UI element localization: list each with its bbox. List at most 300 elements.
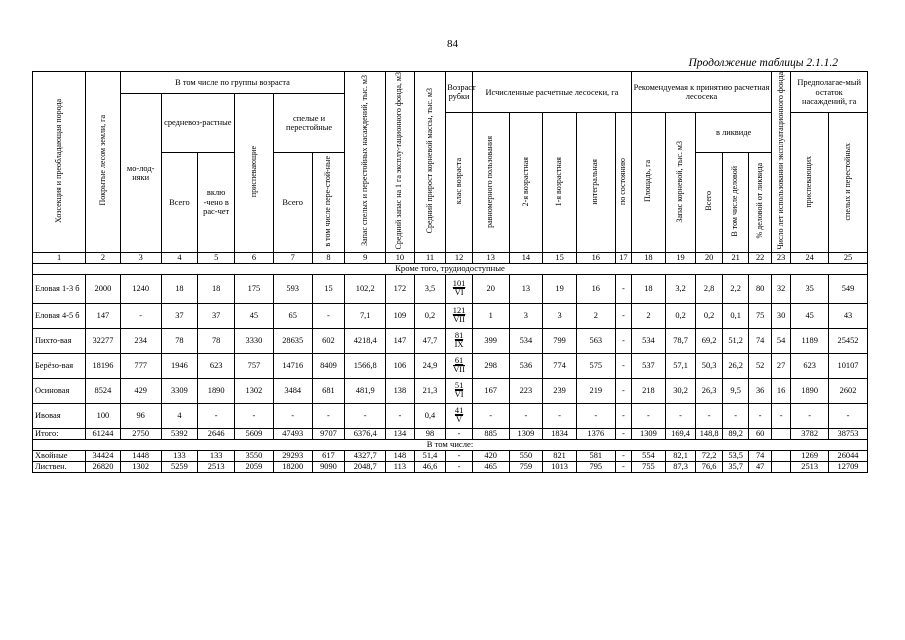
table-cell: - — [543, 403, 577, 428]
column-number: 14 — [509, 252, 543, 263]
table-cell: 14716 — [273, 353, 312, 378]
table-cell: 218 — [632, 378, 666, 403]
column-number: 21 — [722, 252, 749, 263]
table-cell: 51,4 — [414, 450, 446, 461]
table-cell: 172 — [386, 274, 415, 303]
table-cell: 3 — [543, 303, 577, 328]
table-cell: - — [576, 403, 615, 428]
table-cell: 18200 — [273, 461, 312, 472]
table-cell: - — [198, 403, 235, 428]
table-cell: 82,1 — [665, 450, 696, 461]
table-cell: - — [665, 403, 696, 428]
table-cell: 1890 — [791, 378, 829, 403]
table-cell: 16 — [771, 378, 790, 403]
age-fraction — [446, 303, 473, 328]
header-years-use: Число лет использовании эксплуатационного фонда — [771, 72, 790, 253]
table-cell: 100 — [86, 403, 121, 428]
table-cell: - — [615, 303, 631, 328]
column-number: 20 — [696, 252, 723, 263]
table-cell: 26044 — [829, 450, 868, 461]
table-cell: 549 — [829, 274, 868, 303]
table-cell: 16 — [576, 274, 615, 303]
table-cell: 1189 — [791, 328, 829, 353]
header-premature: приспевающие — [235, 94, 274, 253]
column-number: 7 — [273, 252, 312, 263]
column-number: 13 — [472, 252, 509, 263]
fraction — [453, 357, 465, 375]
table-cell: 1309 — [632, 428, 666, 439]
table-cell: 2513 — [791, 461, 829, 472]
table-cell: - — [615, 403, 631, 428]
table-cell: 50,3 — [696, 353, 723, 378]
table-cell: 74 — [749, 328, 771, 353]
table-cell: 1566,8 — [345, 353, 386, 378]
table-cell: 239 — [543, 378, 577, 403]
age-fraction — [446, 403, 473, 428]
table-cell: 4 — [161, 403, 198, 428]
column-number: 2 — [86, 252, 121, 263]
table-cell: 1376 — [576, 428, 615, 439]
table-cell: 47 — [749, 461, 771, 472]
column-number: 3 — [120, 252, 161, 263]
table-cell: 148 — [386, 450, 415, 461]
table-cell: 74 — [749, 450, 771, 461]
table-cell: - — [696, 403, 723, 428]
table-continuation-label: Продолжение таблицы 2.1.1.2 — [688, 57, 838, 69]
header-liquid-commercial: В том числе деловой — [722, 152, 749, 252]
table-cell: 755 — [632, 461, 666, 472]
age-class-value: VI — [454, 288, 464, 298]
table-row — [33, 403, 868, 428]
table-cell: - — [386, 403, 415, 428]
table-cell: 0,4 — [414, 403, 446, 428]
table-cell: - — [829, 403, 868, 428]
table-cell: 623 — [791, 353, 829, 378]
header-middle-total: Всего — [161, 152, 198, 252]
table-cell: 4218,4 — [345, 328, 386, 353]
table-cell: 795 — [576, 461, 615, 472]
table-cell: 9707 — [312, 428, 345, 439]
table-cell: 581 — [576, 450, 615, 461]
table-cell: 26,3 — [696, 378, 723, 403]
table-row — [33, 450, 868, 461]
column-number: 17 — [615, 252, 631, 263]
table-cell: 2,2 — [722, 274, 749, 303]
table-cell: 465 — [472, 461, 509, 472]
table-cell: 52 — [749, 353, 771, 378]
table-cell: 102,2 — [345, 274, 386, 303]
table-cell: 21,3 — [414, 378, 446, 403]
table-cell: 45 — [235, 303, 274, 328]
header-mature: спелые и перестойные — [273, 94, 344, 153]
table-cell: 13 — [509, 274, 543, 303]
table-cell: 60 — [749, 428, 771, 439]
table-cell: 138 — [386, 378, 415, 403]
table-cell: 2,8 — [696, 274, 723, 303]
header-middle-included: вклю -чено в рас-чет — [198, 152, 235, 252]
table-cell: 169,4 — [665, 428, 696, 439]
header-overmature: в том числе пере-стой-ные — [312, 152, 345, 252]
age-fraction — [446, 378, 473, 403]
total-label: Итого: — [33, 428, 86, 439]
species-name: Пихто-вая — [33, 328, 86, 353]
table-cell: 10107 — [829, 353, 868, 378]
table-cell: 602 — [312, 328, 345, 353]
table-cell: 2 — [632, 303, 666, 328]
table-cell: 1 — [472, 303, 509, 328]
table-cell: 133 — [161, 450, 198, 461]
table-cell: 399 — [472, 328, 509, 353]
table-cell: 0,2 — [414, 303, 446, 328]
table-cell: - — [235, 403, 274, 428]
age-class-value: V — [456, 415, 463, 425]
header-area: Площадь, га — [632, 113, 666, 252]
forest-table — [32, 71, 868, 473]
table-cell — [771, 428, 790, 439]
table-cell: 821 — [543, 450, 577, 461]
table-cell: 3,2 — [665, 274, 696, 303]
table-cell: - — [722, 403, 749, 428]
table-cell: 536 — [509, 353, 543, 378]
table-cell: 89,2 — [722, 428, 749, 439]
table-cell: 2000 — [86, 274, 121, 303]
table-cell: 32 — [771, 274, 790, 303]
table-cell: 2750 — [120, 428, 161, 439]
table-cell: 12709 — [829, 461, 868, 472]
cutting-age-value: 61 — [454, 355, 464, 365]
table-cell: 1309 — [509, 428, 543, 439]
table-cell: - — [632, 403, 666, 428]
table-cell: 8524 — [86, 378, 121, 403]
table-cell: 26,2 — [722, 353, 749, 378]
table-cell: 28635 — [273, 328, 312, 353]
column-number: 15 — [543, 252, 577, 263]
header-cutting-age: Возраст рубки — [446, 72, 473, 113]
table-cell: 681 — [312, 378, 345, 403]
table-cell: 1269 — [791, 450, 829, 461]
header-age-groups: В том числе по группы возраста — [120, 72, 345, 94]
header-middle-aged: средневоз-растные — [161, 94, 234, 153]
table-cell: 3484 — [273, 378, 312, 403]
header-avg-stock: Средний запас на 1 га эксплу-тационного фонда, м3 — [386, 72, 415, 253]
species-name: Еловая 4-5 б — [33, 303, 86, 328]
table-cell: 53,5 — [722, 450, 749, 461]
section-hard-to-reach — [33, 263, 868, 274]
column-number: 12 — [446, 252, 473, 263]
header-uniform-use: равномерного пользования — [472, 113, 509, 252]
table-cell: 219 — [576, 378, 615, 403]
table-cell: 757 — [235, 353, 274, 378]
fraction — [453, 307, 466, 325]
table-cell: 3,5 — [414, 274, 446, 303]
header-young: мо-лод-няки — [120, 94, 161, 253]
table-cell: 147 — [86, 303, 121, 328]
table-cell: 0,1 — [722, 303, 749, 328]
table-cell: 113 — [386, 461, 415, 472]
table-cell: 26820 — [86, 461, 121, 472]
table-cell: - — [312, 403, 345, 428]
column-number: 23 — [771, 252, 790, 263]
table-cell: 34424 — [86, 450, 121, 461]
table-row — [33, 274, 868, 303]
column-number: 16 — [576, 252, 615, 263]
table-cell: 30 — [771, 303, 790, 328]
table-cell: - — [791, 403, 829, 428]
table-cell: 35 — [791, 274, 829, 303]
column-number: 9 — [345, 252, 386, 263]
table-row — [33, 378, 868, 403]
header-integral: интегральная — [576, 113, 615, 252]
fraction — [455, 407, 463, 425]
table-cell: 481,9 — [345, 378, 386, 403]
table-cell: 109 — [386, 303, 415, 328]
column-number: 11 — [414, 252, 446, 263]
table-cell: 1302 — [120, 461, 161, 472]
column-number: 4 — [161, 252, 198, 263]
table-cell: 18 — [161, 274, 198, 303]
header-calculated-cuts: Исчисленные расчетные лесосеки, га — [472, 72, 631, 113]
table-cell: 593 — [273, 274, 312, 303]
table-cell: - — [273, 403, 312, 428]
table-cell: 534 — [509, 328, 543, 353]
table-cell: 298 — [472, 353, 509, 378]
fraction — [453, 280, 466, 298]
age-class-value: IX — [454, 340, 464, 350]
table-cell: 25452 — [829, 328, 868, 353]
cutting-age-value: 101 — [452, 278, 466, 288]
species-name: Ивовая — [33, 403, 86, 428]
table-cell: 550 — [509, 450, 543, 461]
table-row — [33, 303, 868, 328]
table-cell: 37 — [198, 303, 235, 328]
section-title: Кроме того, трудиодоступные — [33, 263, 868, 274]
age-class-value: VII — [453, 315, 465, 325]
column-number: 19 — [665, 252, 696, 263]
header-mature-stock: Запас спелых и перестойных насаждений, тыс. м3 — [345, 72, 386, 253]
table-cell: - — [446, 461, 473, 472]
table-cell: 1834 — [543, 428, 577, 439]
table-cell: 429 — [120, 378, 161, 403]
table-cell: 8409 — [312, 353, 345, 378]
table-cell: 19 — [543, 274, 577, 303]
table-cell: - — [446, 450, 473, 461]
table-cell: - — [120, 303, 161, 328]
header-by-condition: по состоянию — [615, 113, 631, 252]
age-class-value: VI — [454, 390, 464, 400]
header-premature-remaining: приспевающих — [791, 113, 829, 252]
table-cell: 32277 — [86, 328, 121, 353]
table-cell: 2646 — [198, 428, 235, 439]
header-mature-total: Всего — [273, 152, 312, 252]
table-cell: 69,2 — [696, 328, 723, 353]
table-cell: 5259 — [161, 461, 198, 472]
column-number: 5 — [198, 252, 235, 263]
table-cell: 1946 — [161, 353, 198, 378]
table-cell: 1890 — [198, 378, 235, 403]
table-cell: 777 — [120, 353, 161, 378]
table-cell: - — [345, 403, 386, 428]
table-cell: - — [509, 403, 543, 428]
section-title: В том числе: — [33, 439, 868, 450]
table-cell: 885 — [472, 428, 509, 439]
cutting-age-value: 51 — [454, 380, 464, 390]
column-number: 25 — [829, 252, 868, 263]
table-cell: 9,5 — [722, 378, 749, 403]
table-row — [33, 461, 868, 472]
column-number: 24 — [791, 252, 829, 263]
table-cell: 5609 — [235, 428, 274, 439]
table-cell: 1448 — [120, 450, 161, 461]
table-cell: 51,2 — [722, 328, 749, 353]
column-number: 6 — [235, 252, 274, 263]
table-cell: - — [615, 450, 631, 461]
header-liquid-total: Всего — [696, 152, 723, 252]
fraction — [455, 332, 464, 350]
table-cell: 3330 — [235, 328, 274, 353]
column-number: 18 — [632, 252, 666, 263]
table-cell: 18 — [632, 274, 666, 303]
table-cell: 27 — [771, 353, 790, 378]
table-cell: 78,7 — [665, 328, 696, 353]
table-cell: 5392 — [161, 428, 198, 439]
table-cell: 554 — [632, 450, 666, 461]
table-cell: 537 — [632, 353, 666, 378]
age-class-value: VII — [453, 365, 465, 375]
table-cell: - — [615, 428, 631, 439]
table-cell: - — [749, 403, 771, 428]
table-cell: 148,8 — [696, 428, 723, 439]
table-cell: 78 — [198, 328, 235, 353]
table-cell: 15 — [312, 274, 345, 303]
table-cell: 1013 — [543, 461, 577, 472]
species-name: Хвойные — [33, 450, 86, 461]
age-fraction — [446, 274, 473, 303]
table-cell: 617 — [312, 450, 345, 461]
table-cell: 30,2 — [665, 378, 696, 403]
table-cell: 134 — [386, 428, 415, 439]
age-fraction — [446, 328, 473, 353]
table-cell: 234 — [120, 328, 161, 353]
table-cell: 774 — [543, 353, 577, 378]
species-name: Осиновая — [33, 378, 86, 403]
species-name: Берёзо-вая — [33, 353, 86, 378]
table-row — [33, 353, 868, 378]
table-cell: 575 — [576, 353, 615, 378]
table-cell: 20 — [472, 274, 509, 303]
table-cell: 7,1 — [345, 303, 386, 328]
table-cell: 175 — [235, 274, 274, 303]
table-cell: 61244 — [86, 428, 121, 439]
header-commercial-percent: % деловой от ликвида — [749, 152, 771, 252]
table-cell: 18196 — [86, 353, 121, 378]
header-liquid: в ликвиде — [696, 113, 772, 152]
table-cell: 420 — [472, 450, 509, 461]
table-cell: 2513 — [198, 461, 235, 472]
table-cell: - — [615, 353, 631, 378]
table-cell: 3782 — [791, 428, 829, 439]
table-cell: 2048,7 — [345, 461, 386, 472]
page-number: 84 — [447, 38, 458, 50]
table-cell: 45 — [791, 303, 829, 328]
table-cell: 1240 — [120, 274, 161, 303]
header-avg-growth: Средний прирост корневой массы, тыс. м3 — [414, 72, 446, 253]
table-cell: 623 — [198, 353, 235, 378]
table-cell: 0,2 — [665, 303, 696, 328]
table-cell: 133 — [198, 450, 235, 461]
table-cell: 98 — [414, 428, 446, 439]
table-cell: 6376,4 — [345, 428, 386, 439]
table-cell: 46,6 — [414, 461, 446, 472]
column-numbers-row — [33, 252, 868, 263]
table-cell: 3 — [509, 303, 543, 328]
table-cell: 47,7 — [414, 328, 446, 353]
column-number: 1 — [33, 252, 86, 263]
table-cell: 75 — [749, 303, 771, 328]
table-cell: 54 — [771, 328, 790, 353]
header-second-age: 2-я возрастная — [509, 113, 543, 252]
table-cell: 37 — [161, 303, 198, 328]
table-cell: 2059 — [235, 461, 274, 472]
table-cell: 799 — [543, 328, 577, 353]
species-name: Листвен. — [33, 461, 86, 472]
table-cell: 534 — [632, 328, 666, 353]
table-cell: 38753 — [829, 428, 868, 439]
table-cell: - — [615, 328, 631, 353]
table-cell: - — [615, 461, 631, 472]
table-cell: 35,7 — [722, 461, 749, 472]
table-cell: - — [472, 403, 509, 428]
column-number: 10 — [386, 252, 415, 263]
table-cell: - — [771, 403, 790, 428]
table-cell: - — [615, 378, 631, 403]
table-cell: 78 — [161, 328, 198, 353]
table-cell: 47493 — [273, 428, 312, 439]
header-species: Хозсекция и преобладающая порода — [33, 72, 86, 253]
header-forested-area: Покрытые лесом земли, га — [86, 72, 121, 253]
table-cell: 9090 — [312, 461, 345, 472]
table-cell: 18 — [198, 274, 235, 303]
header-mature-remaining: спелых и перестойных — [829, 113, 868, 252]
header-first-age: 1-я возрастная — [543, 113, 577, 252]
column-number: 22 — [749, 252, 771, 263]
table-cell: 76,6 — [696, 461, 723, 472]
table-cell: 759 — [509, 461, 543, 472]
table-cell: 2 — [576, 303, 615, 328]
table-cell: 96 — [120, 403, 161, 428]
table-cell: 563 — [576, 328, 615, 353]
table-cell: 106 — [386, 353, 415, 378]
age-fraction — [446, 353, 473, 378]
table-cell: 3309 — [161, 378, 198, 403]
table-cell: 2602 — [829, 378, 868, 403]
table-cell: 43 — [829, 303, 868, 328]
table-cell: 87,3 — [665, 461, 696, 472]
column-number: 8 — [312, 252, 345, 263]
table-cell: 3550 — [235, 450, 274, 461]
cutting-age-value: 41 — [454, 405, 464, 415]
fraction — [455, 382, 464, 400]
table-cell: 167 — [472, 378, 509, 403]
total-row — [33, 428, 868, 439]
header-recommended-cut: Рекомендуемая к принятию расчетная лесосека — [632, 72, 772, 113]
header-age-class: клас возраста — [446, 113, 473, 252]
section-including — [33, 439, 868, 450]
table-cell: 29293 — [273, 450, 312, 461]
species-name: Еловая 1-3 б — [33, 274, 86, 303]
table-cell: 65 — [273, 303, 312, 328]
table-row — [33, 328, 868, 353]
table-cell: 4327,7 — [345, 450, 386, 461]
